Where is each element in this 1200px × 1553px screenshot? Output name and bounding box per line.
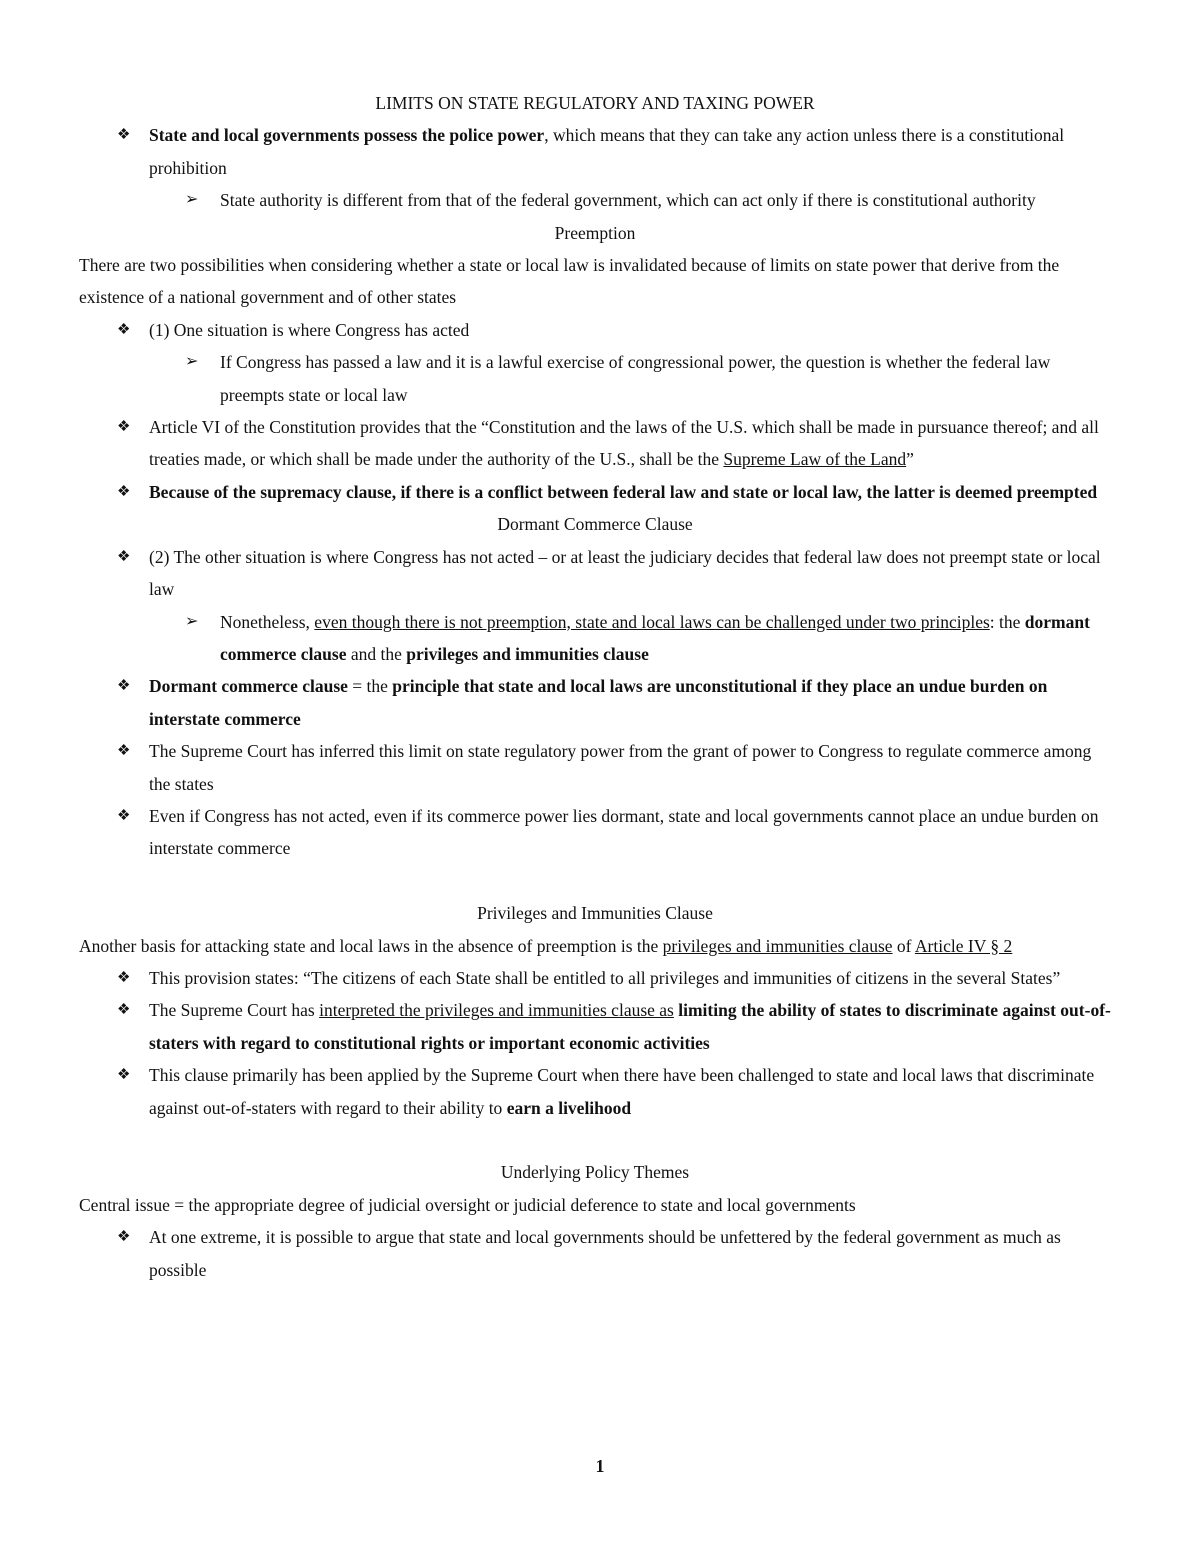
- bullet-one-extreme: ❖ At one extreme, it is possible to argue that state and local governments should be unfettered by the federal government as much as possible: [79, 1221, 1111, 1286]
- bullet-interpreted: [79, 994, 1111, 1059]
- text: : the: [989, 611, 1025, 632]
- underlined-text: privileges and immunities clause: [662, 935, 893, 956]
- bullet-supremacy-clause: [79, 476, 1111, 508]
- text: of: [892, 935, 915, 956]
- text: The Supreme Court has: [149, 1000, 320, 1021]
- heading-policy-themes: Underlying Policy Themes: [500, 1162, 690, 1183]
- document-title: LIMITS ON STATE REGULATORY AND TAXING POWER: [375, 93, 815, 113]
- page-number: 1: [595, 1456, 605, 1476]
- heading-preemption: Preemption: [554, 222, 636, 243]
- bold-text: privileges and immunities clause: [406, 643, 649, 664]
- bold-text: earn a livelihood: [506, 1097, 632, 1118]
- bullet-dormant-definition: [79, 670, 1111, 735]
- underlined-text: Article IV § 2: [914, 935, 1013, 956]
- text: and the: [346, 643, 407, 664]
- bold-text: Dormant commerce clause: [149, 676, 348, 697]
- bold-text: State and local governments possess the police power: [149, 125, 545, 146]
- text: Another basis for attacking state and local laws in the absence of preemption is the: [79, 935, 663, 956]
- bullet-inferred-limit: ❖ The Supreme Court has inferred this limit on state regulatory power from the grant of power to Congress to regulate commerce among the states: [79, 735, 1111, 800]
- bullet-congress-not-acted: ❖ (2) The other situation is where Congress has not acted – or at least the judiciary decides that federal law does not preempt state or local law: [79, 541, 1111, 606]
- blank-line: [79, 865, 1111, 897]
- text: Article VI of the Constitution provides that the “Constitution and the laws of the U.S. which shall be made in pursuance thereof; and all treaties made, or which shall be made under the authority of the U.S., shall be the: [149, 417, 1099, 470]
- bullet-provision-states: ❖ This provision states: “The citizens of each State shall be entitled to all privileges and immunities of citizens in the several States”: [79, 962, 1111, 994]
- text: ”: [906, 449, 914, 470]
- bold-text: limiting the ability of states to discriminate against out-of-staters with regard to constitutional rights or important economic activities: [149, 1000, 1111, 1053]
- bold-text: Because of the supremacy clause, if there is a conflict between federal law and state or local law, the latter is deemed preempted: [149, 481, 1098, 502]
- bullet-earn-livelihood: [79, 1059, 1111, 1124]
- subbullet-federal-preempts: ➢ If Congress has passed a law and it is a lawful exercise of congressional power, the question is whether the federal law preempts state or local law: [79, 346, 1111, 411]
- bold-text: dormant commerce clause: [220, 611, 1090, 664]
- subbullet-two-principles: [79, 606, 1111, 671]
- paragraph-another-basis: [79, 930, 1111, 962]
- bullet-undue-burden: ❖ Even if Congress has not acted, even if its commerce power lies dormant, state and local governments cannot place an undue burden on interstate commerce: [79, 800, 1111, 865]
- blank-line: [79, 1124, 1111, 1156]
- bold-text: principle that state and local laws are unconstitutional if they place an undue burden on interstate commerce: [149, 676, 1048, 729]
- underlined-text: Supreme Law of the Land: [723, 449, 907, 470]
- heading-dormant-commerce: Dormant Commerce Clause: [497, 514, 693, 535]
- underlined-text: even though there is not preemption, state and local laws can be challenged under two principles: [314, 611, 990, 632]
- document-body: [79, 87, 1111, 1286]
- heading-privileges: Privileges and Immunities Clause: [477, 903, 713, 924]
- text: = the: [347, 676, 393, 697]
- text: , which means that they can take any action unless there is a constitutional prohibition: [149, 125, 1065, 178]
- subbullet-state-authority: ➢ State authority is different from that of the federal government, which can act only if there is constitutional authority: [79, 184, 1111, 216]
- paragraph-two-possibilities: There are two possibilities when considering whether a state or local law is invalidated because of limits on state power that derive from the existence of a national government and of other states: [79, 255, 1060, 308]
- text: This clause primarily has been applied by the Supreme Court when there have been challenged to state and local laws that discriminate against out-of-staters with regard to their ability to: [149, 1065, 1095, 1118]
- bullet-police-power: [79, 119, 1111, 184]
- underlined-text: interpreted the privileges and immunities clause as: [319, 1000, 674, 1021]
- bullet-article-vi: [79, 411, 1111, 476]
- bullet-congress-acted: ❖ (1) One situation is where Congress has acted: [79, 314, 1111, 346]
- paragraph-central-issue: Central issue = the appropriate degree of judicial oversight or judicial deference to state and local governments: [79, 1194, 856, 1215]
- text: Nonetheless,: [220, 611, 315, 632]
